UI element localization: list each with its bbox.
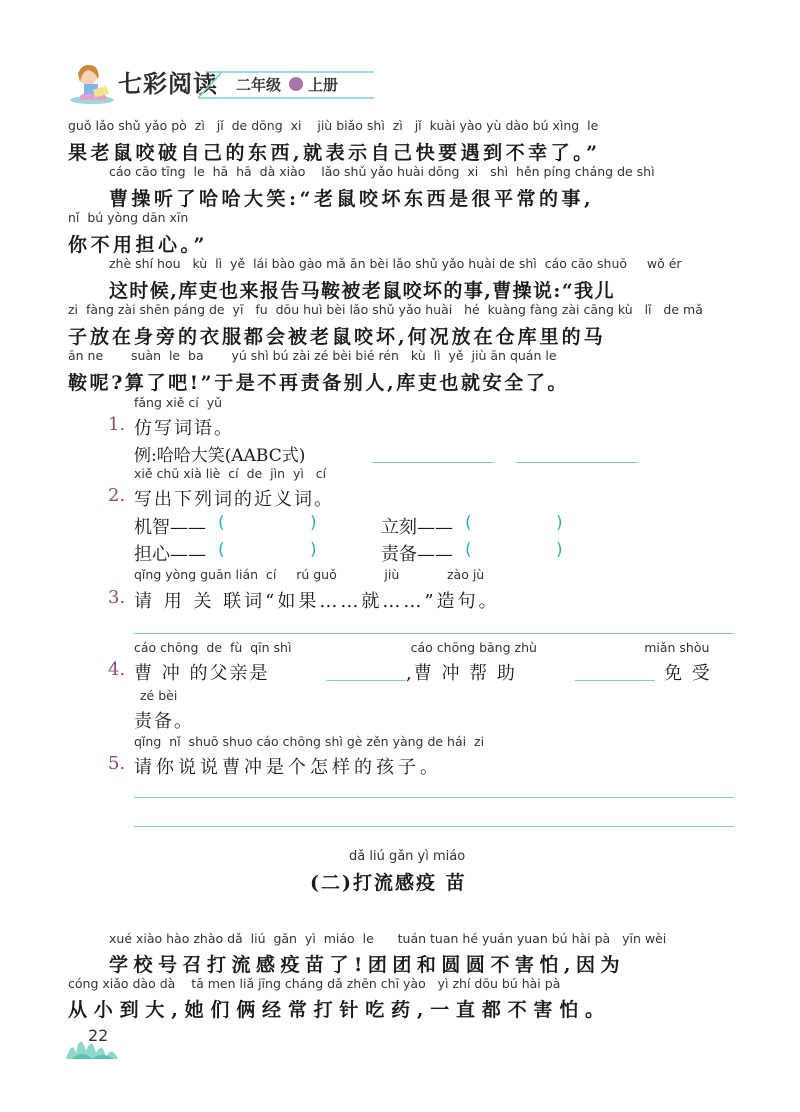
answer-blank[interactable] (326, 680, 406, 681)
pinyin-line: nǐ bú yòng dān xīn (68, 210, 189, 225)
header-decoration (196, 68, 376, 102)
question-number: 5. (108, 753, 126, 774)
text-line: 鞍呢?算了吧!”于是不再责备别人,库吏也就安全了。 (68, 372, 570, 394)
paren-close: ) (556, 540, 563, 560)
answer-blank[interactable] (575, 680, 655, 681)
answer-field[interactable] (475, 539, 555, 561)
question-text: 责备。 (134, 711, 194, 732)
text-line: 曹操听了哈哈大笑:“老鼠咬坏东西是很平常的事, (109, 188, 595, 210)
question-title: 请 用 关 联词“如果……就……”造句。 (134, 591, 500, 612)
pinyin-line: cáo cāo tīng le hā hā dà xiào lǎo shǔ yǎo huài dōng xi shì hěn píng cháng de shì (109, 164, 655, 179)
brand-title: 七彩阅读 (118, 70, 218, 98)
pinyin-line: qǐng nǐ shuō shuo cáo chōng shì gè zěn yàng de hái zi (134, 734, 485, 749)
text-line: 你不用担心。” (68, 234, 208, 256)
question-number: 4. (108, 659, 126, 680)
pinyin-line: zé bèi (140, 688, 178, 703)
word-label: 机智—— (134, 517, 206, 538)
answer-field[interactable] (475, 512, 555, 534)
pinyin-line: cóng xiǎo dào dà tā men liǎ jīng cháng dǎ zhēn chī yào yì zhí dōu bú hài pà (68, 976, 561, 991)
paren-close: ) (310, 540, 317, 560)
paren-close: ) (310, 513, 317, 533)
pinyin-line: cáo chōng de fù qīn shì cáo chōng bāng zhù miǎn shòu (134, 640, 710, 655)
text-line: 从小到大,她们俩经常打针吃药,一直都不害怕。 (68, 999, 611, 1021)
question-number: 3. (108, 587, 126, 608)
paren-open: ( (465, 540, 472, 560)
text-line: 这时候,库吏也来报告马鞍被老鼠咬坏的事,曹操说:“我儿 (109, 280, 615, 302)
pinyin-line: zi fàng zài shēn páng de yī fu dōu huì bèi lǎo shǔ yǎo huài hé kuàng fàng zài cāng kù lǐ de mǎ (68, 302, 703, 317)
question-title: 写出下列词的近义词。 (134, 489, 334, 510)
question-title: 仿写词语。 (134, 418, 234, 439)
text-line: 学校号召打流感疫苗了!团团和圆圆不害怕,因为 (109, 954, 625, 976)
answer-line[interactable] (516, 462, 638, 463)
answer-field[interactable] (228, 512, 308, 534)
answer-line[interactable] (372, 462, 494, 463)
pinyin-line: qǐng yòng guān lián cí rú guǒ jiù zào jù (134, 567, 485, 582)
pinyin-line: zhè shí hou kù lì yě lái bào gào mǎ ān bèi lǎo shǔ yǎo huài de shì cáo cāo shuō wǒ ér (109, 256, 682, 271)
answer-line[interactable] (134, 826, 734, 827)
example-text: 例:哈哈大笑(AABC式) (134, 446, 306, 466)
question-text: 曹 冲 的父亲是 (134, 663, 270, 684)
section-title-pinyin: dǎ liú gǎn yì miáo (349, 849, 466, 864)
question-number: 1. (108, 414, 126, 435)
paren-open: ( (218, 513, 225, 533)
text-line: 子放在身旁的衣服都会被老鼠咬坏,何况放在仓库里的马 (68, 326, 606, 348)
paren-open: ( (218, 540, 225, 560)
answer-line[interactable] (134, 797, 734, 798)
word-label: 立刻—— (381, 517, 453, 538)
question-text: ,曹 冲 帮 助 (406, 663, 517, 684)
section-title: (二)打流感疫 苗 (310, 872, 467, 894)
answer-field[interactable] (228, 539, 308, 561)
question-title: 请你说说曹冲是个怎样的孩子。 (134, 757, 442, 778)
pinyin-line: guǒ lǎo shǔ yǎo pò zì jǐ de dōng xi jiù biǎo shì zì jǐ kuài yào yù dào bú xìng le (68, 118, 599, 133)
volume-label: 上册 (308, 76, 339, 94)
question-number: 2. (108, 485, 126, 506)
paren-open: ( (465, 513, 472, 533)
pinyin-line: ān ne suàn le ba yú shì bú zài zé bèi bié rén kù lì yě jiù ān quán le (68, 348, 557, 363)
word-label: 责备—— (381, 544, 453, 565)
page-number: 22 (88, 1026, 109, 1045)
word-label: 担心—— (134, 544, 206, 565)
grade-label: 二年级 (236, 76, 282, 94)
question-text: 免 受 (664, 663, 712, 684)
girl-reading-icon (62, 56, 118, 106)
pinyin-line: fǎng xiě cí yǔ (134, 395, 223, 410)
pinyin-line: xué xiào hào zhào dǎ liú gǎn yì miáo le tuán tuan hé yuán yuan bú hài pà yīn wèi (109, 931, 667, 946)
text-line: 果老鼠咬破自己的东西,就表示自己快要遇到不幸了。” (68, 142, 601, 164)
paren-close: ) (556, 513, 563, 533)
pinyin-line: xiě chū xià liè cí de jìn yì cí (134, 466, 327, 481)
answer-line[interactable] (134, 633, 734, 634)
dot-icon (289, 77, 303, 91)
